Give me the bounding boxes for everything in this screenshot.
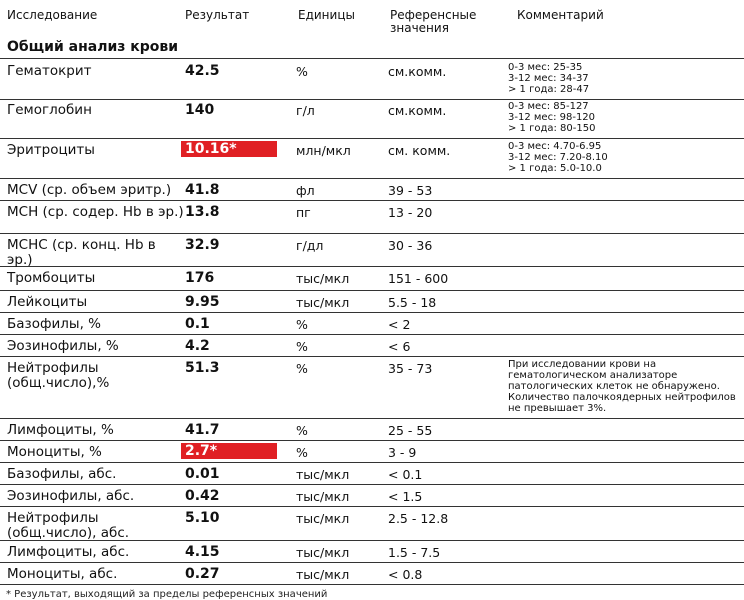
reference-value: < 0.1 bbox=[388, 467, 423, 482]
result-value-flagged: 2.7* bbox=[181, 443, 277, 459]
comment-line: 3-12 мес: 7.20-8.10 bbox=[508, 152, 608, 163]
comment-line: Количество палочкоядерных нейтрофилов bbox=[508, 392, 736, 403]
test-name: Лимфоциты, % bbox=[7, 422, 114, 438]
table-row bbox=[0, 290, 744, 313]
test-name: Гематокрит bbox=[7, 63, 92, 79]
unit-value: % bbox=[296, 317, 308, 332]
test-name: Эозинофилы, % bbox=[7, 338, 119, 354]
reference-value: см.комм. bbox=[388, 103, 447, 118]
reference-value: 2.5 - 12.8 bbox=[388, 511, 449, 526]
result-value: 5.10 bbox=[185, 510, 220, 526]
result-value: 41.8 bbox=[185, 182, 220, 198]
unit-value: % bbox=[296, 361, 308, 376]
unit-value: пг bbox=[296, 205, 311, 220]
header-study: Исследование bbox=[7, 8, 98, 22]
reference-value: 25 - 55 bbox=[388, 423, 433, 438]
result-value: 42.5 bbox=[185, 63, 220, 79]
comment-line: 3-12 мес: 98-120 bbox=[508, 112, 596, 123]
comment bbox=[508, 359, 740, 414]
result-value: 0.27 bbox=[185, 566, 220, 582]
test-name: Моноциты, абс. bbox=[7, 566, 118, 582]
comment bbox=[508, 141, 740, 174]
unit-value: % bbox=[296, 423, 308, 438]
reference-value: 30 - 36 bbox=[388, 238, 433, 253]
test-name: MCHC (ср. конц. Hb в эр.) bbox=[7, 237, 156, 268]
test-name: Гемоглобин bbox=[7, 102, 92, 118]
test-name: Эозинофилы, абс. bbox=[7, 488, 135, 504]
unit-value: тыс/мкл bbox=[296, 567, 350, 582]
table-row bbox=[0, 200, 744, 234]
table-row bbox=[0, 334, 744, 357]
table-row bbox=[0, 98, 744, 139]
reference-value: < 2 bbox=[388, 317, 411, 332]
table-row bbox=[0, 440, 744, 463]
comment-line: гематологическом анализаторе bbox=[508, 370, 678, 381]
reference-value: см.комм. bbox=[388, 64, 447, 79]
result-value: 41.7 bbox=[185, 422, 220, 438]
table-row bbox=[0, 562, 744, 585]
test-name: Эритроциты bbox=[7, 142, 95, 158]
unit-value: тыс/мкл bbox=[296, 489, 350, 504]
unit-value: тыс/мкл bbox=[296, 545, 350, 560]
result-value: 4.2 bbox=[185, 338, 210, 354]
test-name: Нейтрофилы (общ.число),% bbox=[7, 360, 110, 391]
result-value: 0.01 bbox=[185, 466, 220, 482]
reference-value: 5.5 - 18 bbox=[388, 295, 437, 310]
test-name: Нейтрофилы (общ.число), абс. bbox=[7, 510, 130, 541]
unit-value: % bbox=[296, 64, 308, 79]
result-value: 4.15 bbox=[185, 544, 220, 560]
result-value: 32.9 bbox=[185, 237, 220, 253]
reference-value: < 0.8 bbox=[388, 567, 423, 582]
test-name: MCH (ср. содер. Hb в эр.) bbox=[7, 204, 184, 220]
reference-value: 13 - 20 bbox=[388, 205, 433, 220]
header-units: Единицы bbox=[298, 8, 355, 22]
table-row bbox=[0, 58, 744, 100]
table-row bbox=[0, 138, 744, 179]
comment-line: 0-3 мес: 85-127 bbox=[508, 101, 589, 112]
comment-line: 0-3 мес: 4.70-6.95 bbox=[508, 141, 602, 152]
section-title: Общий анализ крови bbox=[7, 39, 179, 55]
table-row bbox=[0, 506, 744, 541]
reference-value: 3 - 9 bbox=[388, 445, 417, 460]
test-name: Лимфоциты, абс. bbox=[7, 544, 130, 560]
unit-value: млн/мкл bbox=[296, 143, 351, 158]
result-value: 9.95 bbox=[185, 294, 220, 310]
reference-value: 1.5 - 7.5 bbox=[388, 545, 441, 560]
comment bbox=[508, 62, 740, 95]
test-name: Лейкоциты bbox=[7, 294, 88, 310]
result-value: 0.42 bbox=[185, 488, 220, 504]
test-name: Базофилы, % bbox=[7, 316, 101, 332]
test-name: Моноциты, % bbox=[7, 444, 102, 460]
table-row bbox=[0, 233, 744, 267]
comment-line: > 1 года: 28-47 bbox=[508, 84, 590, 95]
header-reference bbox=[390, 9, 476, 35]
header-reference-line1: Референсные bbox=[390, 8, 477, 22]
reference-value: см. комм. bbox=[388, 143, 451, 158]
comment-line: не превышает 3%. bbox=[508, 403, 607, 414]
reference-value: 151 - 600 bbox=[388, 271, 449, 286]
reference-value: < 1.5 bbox=[388, 489, 423, 504]
test-name: Базофилы, абс. bbox=[7, 466, 117, 482]
header-result: Результат bbox=[185, 8, 250, 22]
result-value-flagged: 10.16* bbox=[181, 141, 277, 157]
header-reference-line2: значения bbox=[390, 21, 449, 35]
table-row bbox=[0, 484, 744, 507]
comment bbox=[508, 101, 740, 134]
footnote: * Результат, выходящий за пределы референсных значений bbox=[6, 589, 328, 600]
unit-value: % bbox=[296, 445, 308, 460]
table-row bbox=[0, 178, 744, 201]
unit-value: г/л bbox=[296, 103, 315, 118]
unit-value: г/дл bbox=[296, 238, 324, 253]
unit-value: тыс/мкл bbox=[296, 295, 350, 310]
test-name: MCV (ср. объем эритр.) bbox=[7, 182, 172, 198]
table-row bbox=[0, 356, 744, 419]
table-row bbox=[0, 312, 744, 335]
comment-line: 3-12 мес: 34-37 bbox=[508, 73, 589, 84]
reference-value: 35 - 73 bbox=[388, 361, 433, 376]
test-name: Тромбоциты bbox=[7, 270, 96, 286]
result-value: 51.3 bbox=[185, 360, 220, 376]
unit-value: фл bbox=[296, 183, 315, 198]
reference-value: < 6 bbox=[388, 339, 411, 354]
unit-value: тыс/мкл bbox=[296, 467, 350, 482]
reference-value: 39 - 53 bbox=[388, 183, 433, 198]
result-value: 13.8 bbox=[185, 204, 220, 220]
result-value: 140 bbox=[185, 102, 215, 118]
table-row bbox=[0, 540, 744, 563]
unit-value: % bbox=[296, 339, 308, 354]
result-value: 0.1 bbox=[185, 316, 210, 332]
table-row bbox=[0, 418, 744, 441]
header-comment: Комментарий bbox=[517, 8, 604, 22]
table-row bbox=[0, 462, 744, 485]
comment-line: патологических клеток не обнаружено. bbox=[508, 381, 720, 392]
comment-line: > 1 года: 5.0-10.0 bbox=[508, 163, 602, 174]
comment-line: При исследовании крови на bbox=[508, 359, 657, 370]
unit-value: тыс/мкл bbox=[296, 511, 350, 526]
table-row bbox=[0, 266, 744, 291]
comment-line: 0-3 мес: 25-35 bbox=[508, 62, 583, 73]
result-value: 176 bbox=[185, 270, 215, 286]
unit-value: тыс/мкл bbox=[296, 271, 350, 286]
comment-line: > 1 года: 80-150 bbox=[508, 123, 596, 134]
